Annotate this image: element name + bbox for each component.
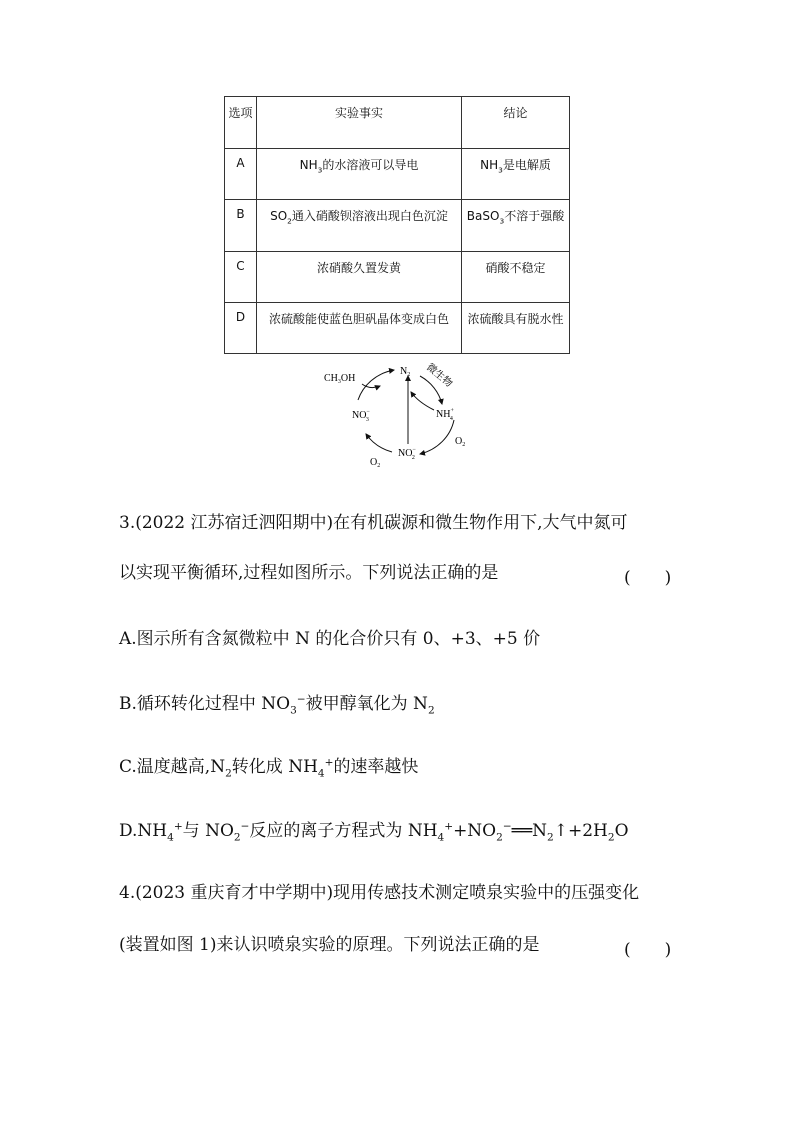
table-header-row [225, 97, 570, 149]
row-fact: 浓硝酸久置发黄 [257, 251, 462, 302]
q4-stem-line2: (装置如图 1)来认识喷泉实验的原理。下列说法正确的是 [119, 935, 540, 955]
cycle-arrow-nh4 [411, 392, 434, 410]
row-conclusion: $NH_3$是电解质 [462, 149, 570, 200]
row-option: A [225, 149, 257, 200]
q3-option-d: $D.NH_4^+$与 $NO_2^-$反应的离子方程式为 $NH_4^++NO_2^-══N_2↑+2H_2O$ [119, 820, 629, 844]
table-row [225, 251, 570, 302]
row-option: C [225, 251, 257, 302]
q3-option-c: C.温度越高$,N_2$转化成 $NH_4^+$的速率越快 [119, 756, 419, 780]
row-fact: $NH_3$的水溶液可以导电 [257, 149, 462, 200]
cycle-arc-bottom-left [366, 434, 392, 452]
q3-answer-paren: ( ) [624, 568, 672, 588]
label-microbe: 微生物 [424, 362, 455, 390]
header-option: 选项 [225, 97, 257, 149]
q3-stem-line2: 以实现平衡循环,过程如图所示。下列说法正确的是 [119, 563, 499, 583]
table-row [225, 302, 570, 353]
q3-option-b: B.循环转化过程中 $NO_3^-$被甲醇氧化为 $N_2$ [119, 693, 435, 717]
experiment-table [224, 96, 570, 354]
header-fact: 实验事实 [257, 97, 462, 149]
row-option: D [225, 302, 257, 353]
q3-option-a: A.图示所有含氮微粒中 N 的化合价只有 0、+3、+5 价 [119, 629, 541, 649]
label-ch3oh: $CH_3OH$ [324, 373, 356, 385]
table-row [225, 200, 570, 251]
nitrogen-cycle-diagram [318, 362, 478, 480]
row-conclusion: 硝酸不稳定 [462, 251, 570, 302]
row-fact: $SO_2$通入硝酸钡溶液出现白色沉淀 [257, 200, 462, 251]
cycle-arc-right [420, 420, 454, 454]
q3-stem-line1: 3.(2022 江苏宿迁泗阳期中)在有机碳源和微生物作用下,大气中氮可 [119, 513, 628, 533]
label-no3: NO− 3 [352, 409, 370, 423]
header-conclusion: 结论 [462, 97, 570, 149]
label-no2: NO− 2 [398, 447, 416, 461]
row-fact: 浓硫酸能使蓝色胆矾晶体变成白色 [257, 302, 462, 353]
label-nh4: NH+ 4 [436, 408, 454, 422]
row-conclusion: BaSO$_3$不溶于强酸 [462, 200, 570, 251]
q4-answer-paren: ( ) [624, 940, 672, 960]
label-o2-right: $O_2$ [455, 436, 466, 448]
row-conclusion: 浓硫酸具有脱水性 [462, 302, 570, 353]
label-n2: $N_2$ [400, 366, 411, 378]
q4-stem-line1: 4.(2023 重庆育才中学期中)现用传感技术测定喷泉实验中的压强变化 [119, 883, 640, 903]
table-row [225, 149, 570, 200]
label-o2-bottom: $O_2$ [370, 457, 381, 469]
row-option: B [225, 200, 257, 251]
